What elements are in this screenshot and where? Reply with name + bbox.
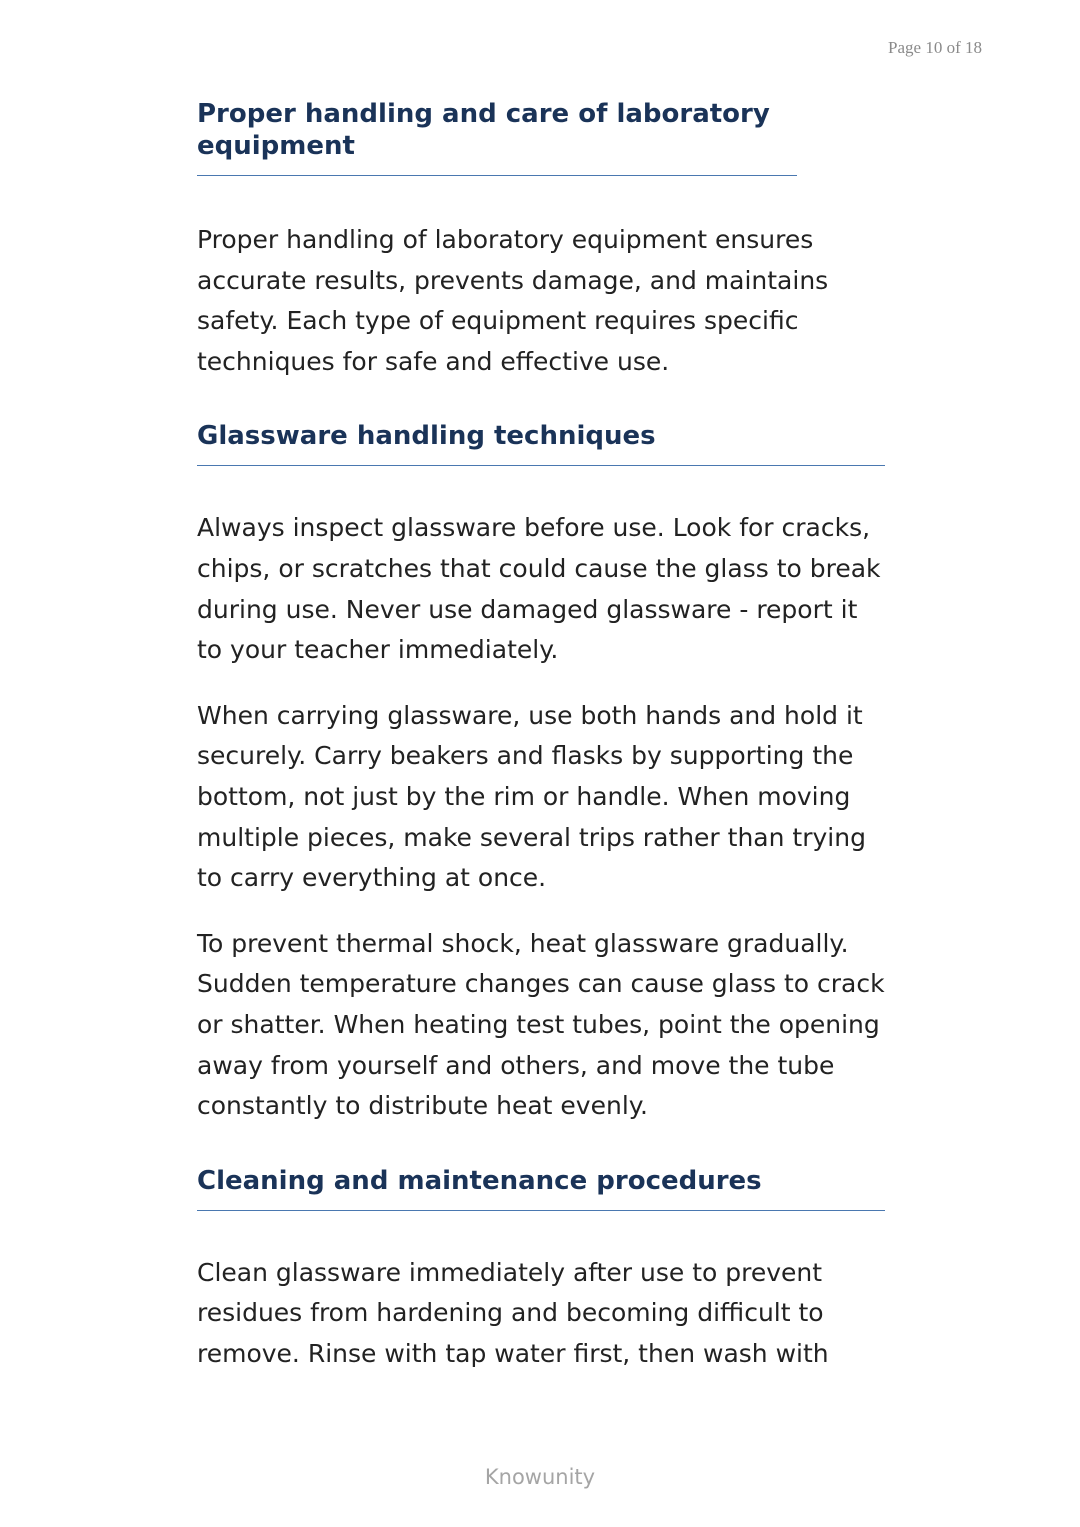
paragraph-inspect-glassware: Always inspect glassware before use. Look for cracks, chips, or scratches that could cause the glass to break during use. Never use damaged glassware - report it to your teacher immediately. — [197, 513, 881, 665]
paragraph-carrying-glassware: When carrying glassware, use both hands and hold it securely. Carry beakers and flasks by supporting the bottom, not just by the rim or handle. When moving multiple pieces, make several trips rather than trying to carry everything at once. — [197, 700, 866, 893]
page-number: Page 10 of 18 — [888, 38, 982, 57]
paragraph-thermal-shock: To prevent thermal shock, heat glassware gradually. Sudden temperature changes can cause glass to crack or shatter. When heating test tubes, point the opening away from yourself and others, and move the tube constantly to distribute heat evenly. — [197, 928, 885, 1121]
section-heading-cleaning: Cleaning and maintenance procedures — [197, 1165, 885, 1211]
section-heading-handling-care: Proper handling and care of laboratory equipment — [197, 98, 797, 176]
section-heading-glassware: Glassware handling techniques — [197, 420, 885, 466]
paragraph-intro: Proper handling of laboratory equipment ensures accurate results, prevents damage, and maintains safety. Each type of equipment requires specific techniques for safe and effective use. — [197, 225, 829, 376]
watermark-footer: Knowunity — [484, 1465, 596, 1489]
document-body — [197, 98, 885, 1374]
paragraph-cleaning: Clean glassware immediately after use to prevent residues from hardening and becoming difficult to remove. Rinse with tap water first, then wash with — [197, 1257, 829, 1368]
